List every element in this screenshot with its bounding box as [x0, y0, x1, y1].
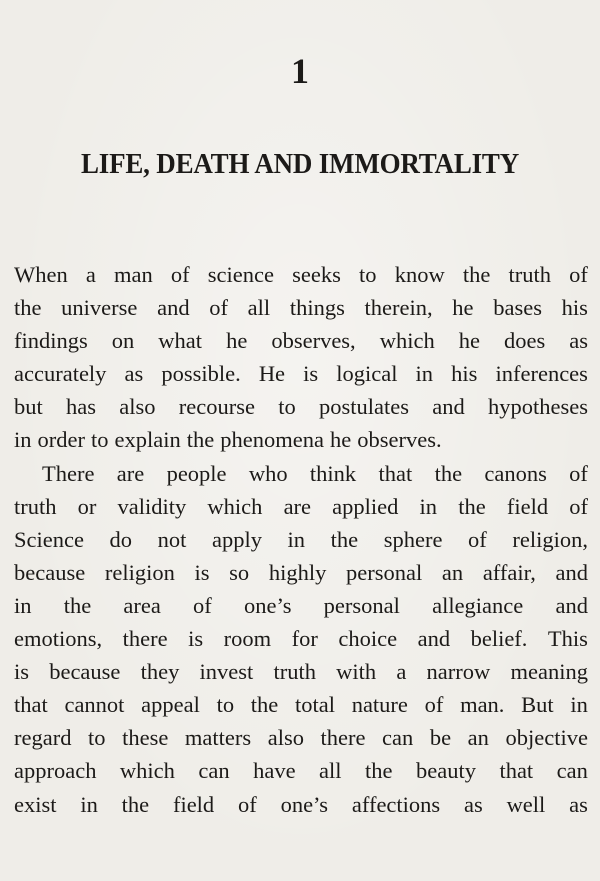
body-text: [14, 258, 588, 821]
text-line: When a man of science seeks to know the truth of: [14, 262, 588, 287]
text-line: because religion is so highly personal an affair, and: [14, 559, 588, 585]
text-line: in the area of one’s personal allegiance and: [14, 592, 588, 618]
text-line: findings on what he observes, which he does as: [14, 328, 588, 354]
text-line: the universe and of all things therein, he bases his: [14, 295, 588, 321]
text-line: accurately as possible. He is logical in his inferences: [14, 361, 588, 387]
chapter-number: 1: [291, 51, 309, 91]
text-line: exist in the field of one’s affections as well as: [14, 791, 588, 817]
text-line: that cannot appeal to the total nature of man. But in: [14, 692, 588, 718]
text-line: emotions, there is room for choice and belief. This: [14, 626, 588, 652]
text-line: in order to explain the phenomena he observes.: [14, 427, 442, 453]
text-line: Science do not apply in the sphere of religion,: [14, 526, 588, 552]
paragraph: [14, 258, 588, 457]
text-line: approach which can have all the beauty that can: [14, 758, 588, 784]
text-line: regard to these matters also there can be an objective: [14, 725, 588, 751]
chapter-title: LIFE, DEATH AND IMMORTALITY: [80, 148, 520, 180]
text-line: but has also recourse to postulates and hypotheses: [14, 394, 588, 420]
paragraph: [14, 457, 588, 821]
text-line: truth or validity which are applied in the field of: [14, 493, 588, 519]
text-line: There are people who think that the canons of: [42, 460, 588, 486]
text-line: is because they invest truth with a narrow meaning: [14, 659, 588, 685]
